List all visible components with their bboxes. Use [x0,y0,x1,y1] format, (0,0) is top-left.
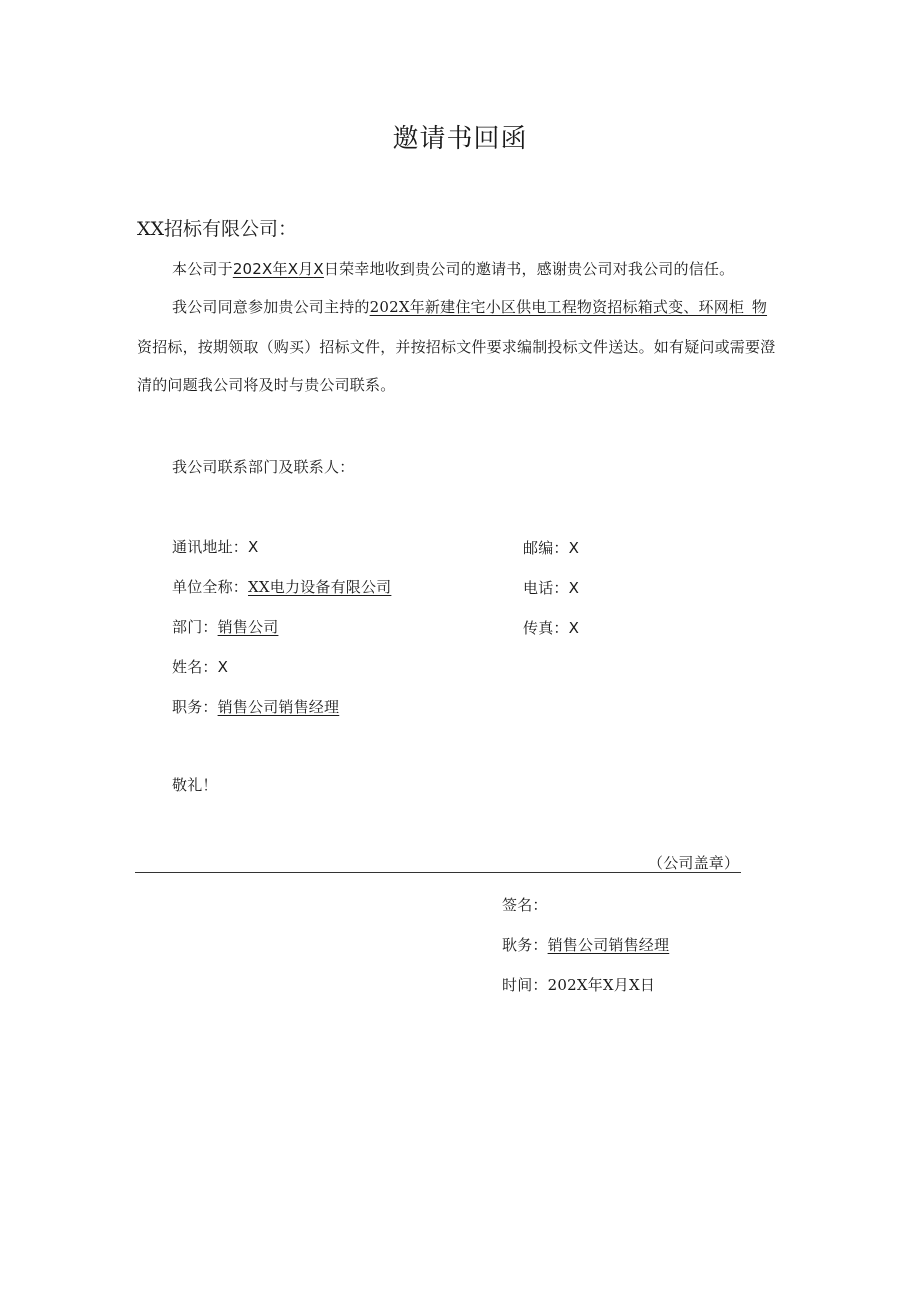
dept-label: 部门： [172,618,218,636]
para1-date [233,260,324,278]
signature-row [502,894,548,915]
name-row [172,656,228,677]
phone-row [523,577,579,598]
para1-day: X [313,260,324,278]
para1-yue: 月 [298,260,314,278]
company-label: 单位全称： [172,578,249,596]
position-row [172,696,339,717]
signature-position-value: 销售公司销售经理 [547,936,670,954]
signature-position-row [502,934,669,955]
para1-prefix: 本公司于 [172,260,233,278]
company-seal-note: （公司盖章） [648,854,740,872]
paragraph-agreement-line3: 清的问题我公司将及时与贵公司联系。 [137,376,396,394]
company-value: XX电力设备有限公司 [248,578,392,596]
signature-label: 签名： [502,896,548,914]
signature-time-value: 202X年X月X日 [547,976,656,994]
divider-line [135,872,741,873]
phone-value: X [568,579,580,597]
postcode-label: 邮编： [523,539,569,557]
address-row [172,536,259,557]
postcode-value: X [568,539,580,557]
para2-prefix: 我公司同意参加贵公司主持的 [172,298,370,316]
position-label: 职务： [172,698,218,716]
fax-row [523,617,579,638]
dept-row [172,616,278,637]
fax-label: 传真： [523,619,569,637]
paragraph-receipt [172,258,734,279]
signature-position-label: 耿务： [502,936,548,954]
page-title: 邀请书回函 [392,124,528,154]
address-value: X [248,538,259,556]
postcode-row [523,537,579,558]
para1-year: 202X [232,260,273,278]
dept-value: 销售公司 [217,618,279,636]
para1-suffix: 日荣幸地收到贵公司的邀请书，感谢贵公司对我公司的信任。 [323,260,735,278]
para1-month: X [287,260,299,278]
addressee: XX招标有限公司： [137,218,298,240]
project-name: 202X年新建住宅小区供电工程物资招标箱式变、环网柜_物 [369,298,768,316]
name-value: X [217,658,229,676]
contact-heading: 我公司联系部门及联系人： [172,458,355,476]
address-label: 通讯地址： [172,538,249,556]
position-value: 销售公司销售经理 [217,698,340,716]
name-label: 姓名： [172,658,218,676]
closing-salutation: 敬礼！ [172,776,218,794]
signature-time-label: 时间： [502,976,548,994]
phone-label: 电话： [523,579,569,597]
company-row [172,576,391,597]
paragraph-agreement-line1 [172,296,767,317]
fax-value: X [568,619,580,637]
para1-nian: 年 [272,260,288,278]
signature-time-row [502,974,655,995]
paragraph-agreement-line2: 资招标，按期领取（购买）招标文件，并按招标文件要求编制投标文件送达。如有疑问或需要澄 [137,338,776,356]
